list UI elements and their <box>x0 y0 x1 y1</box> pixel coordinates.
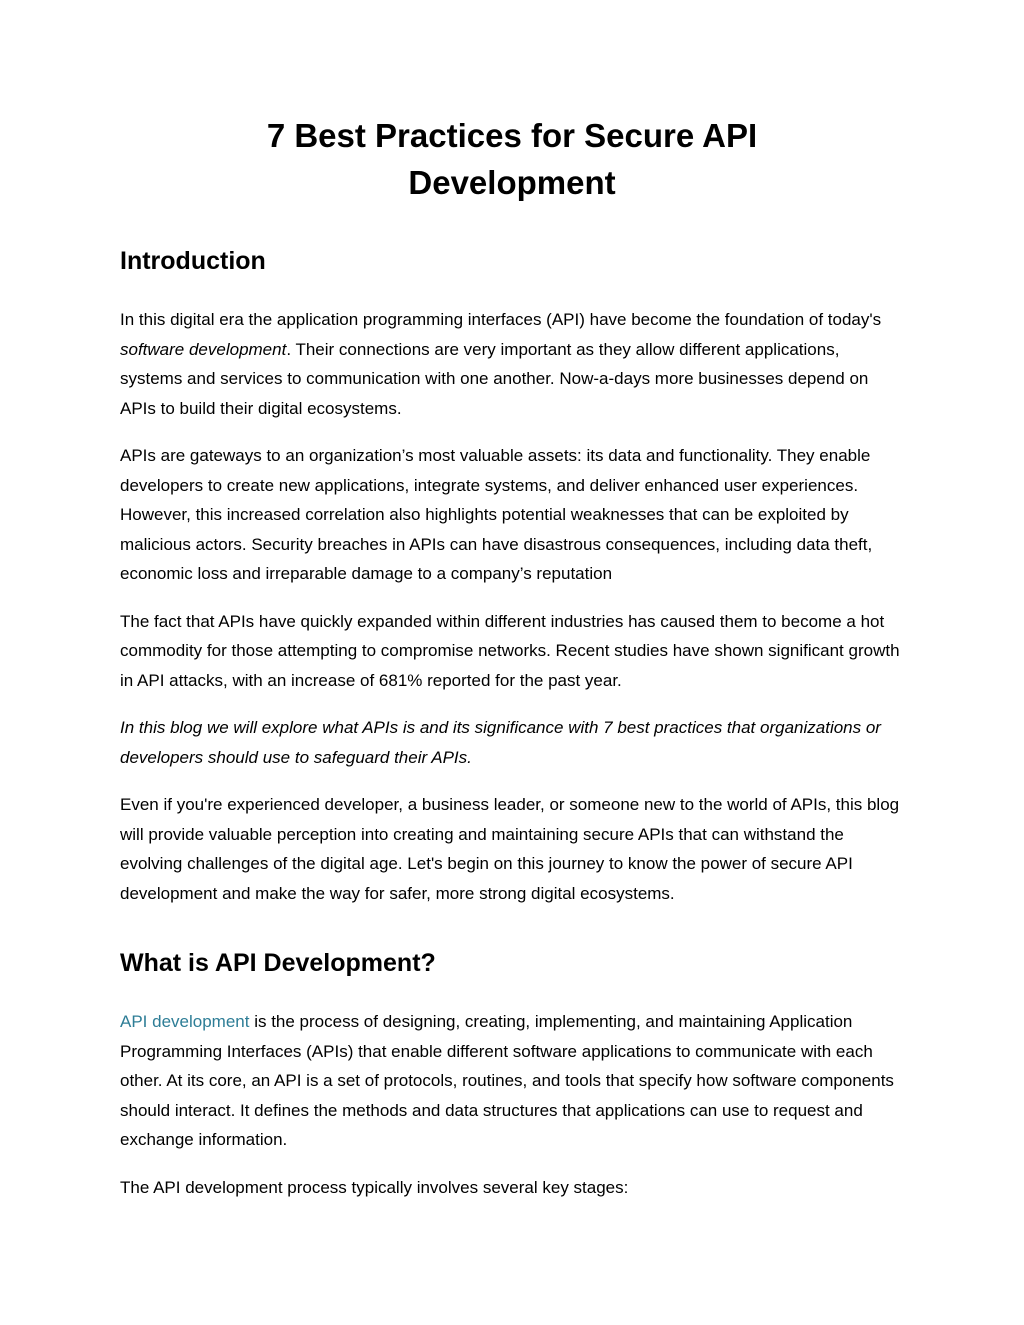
intro-paragraph-5: Even if you're experienced developer, a business leader, or someone new to the world of APIs, this blog will provide valuable perception into creating and maintaining secure APIs that can withstand the evolving challenges of the digital age. Let's begin on this journey to know the power of secure API development and make the way for safer, more strong digital ecosystems. <box>120 795 900 903</box>
intro-paragraph-1 <box>120 305 904 423</box>
intro-paragraph-1-italic-phrase: software development <box>120 339 287 359</box>
intro-paragraph-1-run-3: . Their connections are very important as they allow different applications, systems and services to communication with one another. Now-a-days more businesses depend on APIs to build their digital ecosystems. <box>120 339 869 418</box>
section-heading-introduction: Introduction <box>120 247 266 275</box>
intro-paragraph-1-run-1: In this digital era the application programming interfaces (API) have become the foundation of today's <box>120 310 882 329</box>
document-title-line-2: Development <box>408 164 616 201</box>
what-is-paragraph-2: The API development process typically involves several key stages: <box>120 1177 629 1197</box>
intro-paragraph-3: The fact that APIs have quickly expanded within different industries has caused them to become a hot commodity for those attempting to compromise networks. Recent studies have shown significant growth in API attacks, with an increase of 681% reported for the past year. <box>120 611 900 690</box>
document-content <box>120 0 904 1202</box>
intro-paragraph-4-italic: In this blog we will explore what APIs is and its significance with 7 best practices that organizations or developers should use to safeguard their APIs. <box>120 718 881 767</box>
document-title-line-1: 7 Best Practices for Secure API <box>266 117 758 154</box>
what-is-paragraph-1 <box>120 1007 904 1155</box>
document-title <box>120 112 904 206</box>
api-development-link[interactable]: API development <box>120 1012 250 1031</box>
section-heading-what-is-api-development: What is API Development? <box>120 949 436 977</box>
what-is-paragraph-1-rest: is the process of designing, creating, implementing, and maintaining Application Programming Interfaces (APIs) that enable different software applications to communicate with each other. At its core, an API is a set of protocols, routines, and tools that specify how software components should interact. It defines the methods and data structures that applications can use to request and exchange information. <box>120 1012 894 1149</box>
intro-paragraph-2: APIs are gateways to an organization’s most valuable assets: its data and functionality. They enable developers to create new applications, integrate systems, and deliver enhanced user experiences. However, this increased correlation also highlights potential weaknesses that can be exploited by malicious actors. Security breaches in APIs can have disastrous consequences, including data theft, economic loss and irreparable damage to a company’s reputation <box>120 446 873 583</box>
